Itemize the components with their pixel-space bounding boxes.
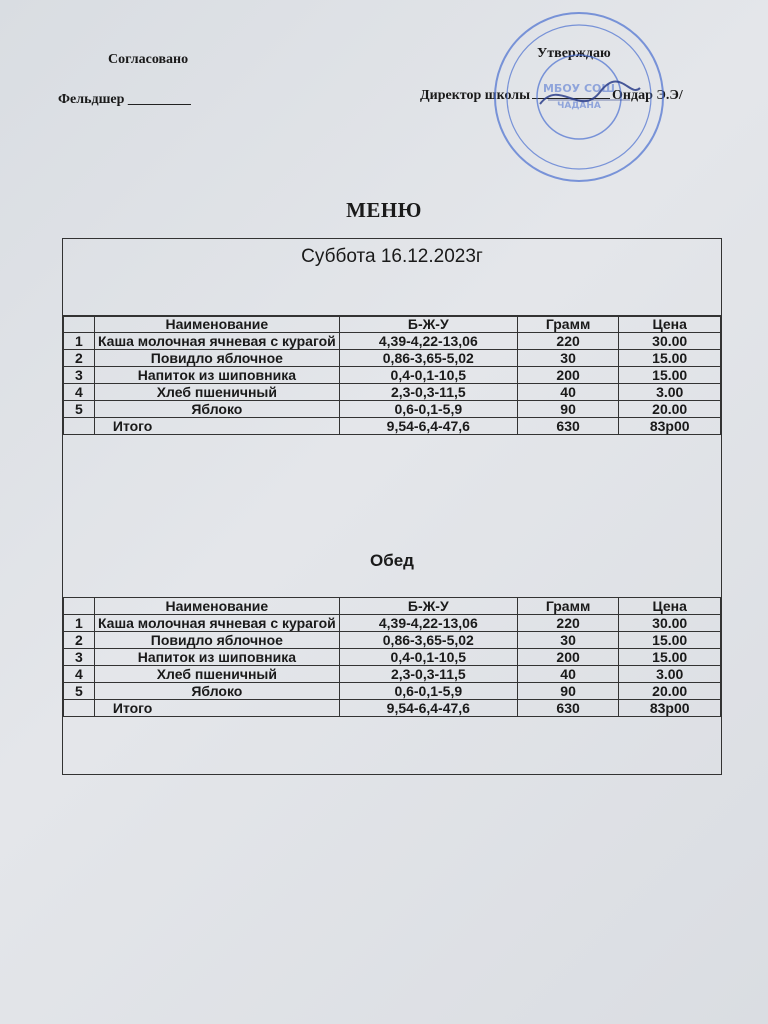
dish-price: 20.00 bbox=[619, 683, 721, 700]
dish-bju: 2,3-0,3-11,5 bbox=[339, 666, 517, 683]
svg-text:ЧАДАНА: ЧАДАНА bbox=[557, 101, 601, 111]
dish-name: Яблоко bbox=[94, 401, 339, 418]
table-row bbox=[64, 333, 721, 350]
total-price: 83р00 bbox=[619, 418, 721, 435]
total-label: Итого bbox=[94, 418, 339, 435]
dish-gram: 220 bbox=[517, 333, 619, 350]
menu-frame bbox=[62, 238, 722, 775]
director-label: Директор школы bbox=[420, 88, 531, 103]
header-cell-price: Цена bbox=[619, 598, 721, 615]
dish-gram: 220 bbox=[517, 615, 619, 632]
dish-name: Повидло яблочное bbox=[94, 632, 339, 649]
row-number: 3 bbox=[64, 649, 95, 666]
header-cell-bju: Б-Ж-У bbox=[339, 598, 517, 615]
dish-price: 15.00 bbox=[619, 649, 721, 666]
dish-price: 3.00 bbox=[619, 384, 721, 401]
table-header-row bbox=[64, 316, 721, 333]
total-gram: 630 bbox=[517, 418, 619, 435]
table-row bbox=[64, 683, 721, 700]
total-num-cell bbox=[64, 418, 95, 435]
total-bju: 9,54-6,4-47,6 bbox=[339, 418, 517, 435]
dish-price: 15.00 bbox=[619, 632, 721, 649]
row-number: 3 bbox=[64, 367, 95, 384]
row-number: 1 bbox=[64, 615, 95, 632]
day-header: Суббота 16.12.2023г bbox=[63, 239, 721, 317]
dish-bju: 0,6-0,1-5,9 bbox=[339, 401, 517, 418]
header-cell-gram: Грамм bbox=[517, 598, 619, 615]
dish-name: Каша молочная ячневая с курагой bbox=[94, 615, 339, 632]
row-number: 2 bbox=[64, 632, 95, 649]
table-row bbox=[64, 384, 721, 401]
confirm-label: Утверждаю bbox=[537, 46, 611, 61]
dish-price: 30.00 bbox=[619, 615, 721, 632]
dish-bju: 2,3-0,3-11,5 bbox=[339, 384, 517, 401]
dish-bju: 0,86-3,65-5,02 bbox=[339, 350, 517, 367]
dish-price: 15.00 bbox=[619, 350, 721, 367]
dish-bju: 0,4-0,1-10,5 bbox=[339, 649, 517, 666]
total-price: 83р00 bbox=[619, 700, 721, 717]
director-name: Ондар Э.Э/ bbox=[612, 88, 683, 103]
table-row bbox=[64, 666, 721, 683]
dish-gram: 200 bbox=[517, 367, 619, 384]
dish-name: Хлеб пшеничный bbox=[94, 666, 339, 683]
dish-bju: 0,86-3,65-5,02 bbox=[339, 632, 517, 649]
dish-name: Яблоко bbox=[94, 683, 339, 700]
dish-name: Напиток из шиповника bbox=[94, 649, 339, 666]
dish-gram: 40 bbox=[517, 666, 619, 683]
dish-name: Напиток из шиповника bbox=[94, 367, 339, 384]
row-number: 1 bbox=[64, 333, 95, 350]
dish-gram: 40 bbox=[517, 384, 619, 401]
dish-gram: 200 bbox=[517, 649, 619, 666]
header-cell-num bbox=[64, 598, 95, 615]
dish-name: Хлеб пшеничный bbox=[94, 384, 339, 401]
row-number: 5 bbox=[64, 401, 95, 418]
header-cell-price: Цена bbox=[619, 316, 721, 333]
row-number: 4 bbox=[64, 666, 95, 683]
dish-price: 30.00 bbox=[619, 333, 721, 350]
dish-bju: 4,39-4,22-13,06 bbox=[339, 615, 517, 632]
header-cell-bju: Б-Ж-У bbox=[339, 316, 517, 333]
table-row bbox=[64, 649, 721, 666]
total-gram: 630 bbox=[517, 700, 619, 717]
total-label: Итого bbox=[94, 700, 339, 717]
table-row bbox=[64, 632, 721, 649]
lunch-table bbox=[63, 597, 721, 717]
dish-gram: 90 bbox=[517, 683, 619, 700]
header-cell-gram: Грамм bbox=[517, 316, 619, 333]
dish-gram: 30 bbox=[517, 350, 619, 367]
total-bju: 9,54-6,4-47,6 bbox=[339, 700, 517, 717]
breakfast-table bbox=[63, 315, 721, 435]
approved-label: Согласовано bbox=[108, 52, 189, 67]
dish-price: 20.00 bbox=[619, 401, 721, 418]
svg-text:МБОУ СОШ: МБОУ СОШ bbox=[542, 82, 616, 95]
school-stamp bbox=[490, 8, 668, 186]
row-number: 4 bbox=[64, 384, 95, 401]
dish-price: 15.00 bbox=[619, 367, 721, 384]
lunch-title: Обед bbox=[370, 551, 414, 570]
total-row bbox=[64, 700, 721, 717]
row-number: 2 bbox=[64, 350, 95, 367]
row-number: 5 bbox=[64, 683, 95, 700]
total-num-cell bbox=[64, 700, 95, 717]
dish-name: Каша молочная ячневая с курагой bbox=[94, 333, 339, 350]
total-row bbox=[64, 418, 721, 435]
table-row bbox=[64, 401, 721, 418]
dish-price: 3.00 bbox=[619, 666, 721, 683]
medic-signature-line: Фельдшер _________ bbox=[58, 92, 191, 107]
dish-bju: 0,4-0,1-10,5 bbox=[339, 367, 517, 384]
header-cell-name: Наименование bbox=[94, 316, 339, 333]
dish-name: Повидло яблочное bbox=[94, 350, 339, 367]
header-cell-name: Наименование bbox=[94, 598, 339, 615]
dish-bju: 0,6-0,1-5,9 bbox=[339, 683, 517, 700]
table-header-row bbox=[64, 598, 721, 615]
table-row bbox=[64, 367, 721, 384]
menu-title: МЕНЮ bbox=[346, 198, 422, 222]
table-row bbox=[64, 350, 721, 367]
table-row bbox=[64, 615, 721, 632]
dish-bju: 4,39-4,22-13,06 bbox=[339, 333, 517, 350]
dish-gram: 30 bbox=[517, 632, 619, 649]
header-cell-num bbox=[64, 316, 95, 333]
dish-gram: 90 bbox=[517, 401, 619, 418]
